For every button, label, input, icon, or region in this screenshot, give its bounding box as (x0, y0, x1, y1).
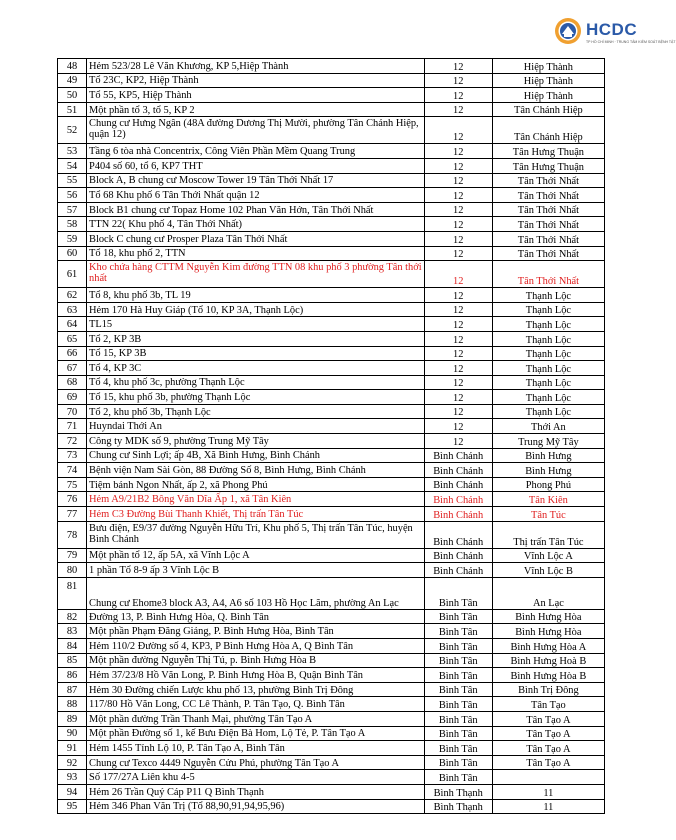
ward-cell: Bình Hưng (492, 448, 604, 463)
table-row (58, 784, 605, 799)
district-cell: 12 (424, 419, 492, 434)
table-row (58, 361, 605, 376)
address-cell: Tổ 55, KP5, Hiệp Thành (87, 88, 425, 103)
address-cell: Tổ 4, KP 3C (87, 361, 425, 376)
address-cell: P404 số 60, tổ 6, KP7 THT (87, 158, 425, 173)
row-number: 86 (58, 668, 87, 683)
row-number: 55 (58, 173, 87, 188)
table-row (58, 158, 605, 173)
table-row (58, 448, 605, 463)
table-row (58, 682, 605, 697)
district-cell: 12 (424, 59, 492, 74)
ward-cell: Tân Thới Nhất (492, 188, 604, 203)
address-cell: Bệnh viện Nam Sài Gòn, 88 Đường Số 8, Bình Hưng, Bình Chánh (87, 463, 425, 478)
logo-subtitle: TP HỒ CHÍ MINH · TRUNG TÂM KIỂM SOÁT BỆNH TẬT (586, 40, 676, 44)
row-number: 88 (58, 697, 87, 712)
row-number: 70 (58, 404, 87, 419)
row-number: 48 (58, 59, 87, 74)
ward-cell: Trung Mỹ Tây (492, 434, 604, 449)
row-number: 83 (58, 624, 87, 639)
district-cell: Bình Chánh (424, 448, 492, 463)
table-row (58, 88, 605, 103)
logo-text: HCDC (586, 20, 638, 39)
district-cell: 12 (424, 73, 492, 88)
row-number: 84 (58, 639, 87, 654)
row-number: 66 (58, 346, 87, 361)
ward-cell: Hiệp Thành (492, 88, 604, 103)
district-cell: 12 (424, 375, 492, 390)
ward-cell: Phong Phú (492, 477, 604, 492)
ward-cell: Thạnh Lộc (492, 390, 604, 405)
table-row (58, 390, 605, 405)
address-cell: Tiệm bánh Ngon Nhất, ấp 2, xã Phong Phú (87, 477, 425, 492)
district-cell: Bình Tân (424, 653, 492, 668)
row-number: 80 (58, 563, 87, 578)
table-row (58, 317, 605, 332)
district-cell: 12 (424, 158, 492, 173)
address-cell: Tổ 68 Khu phố 6 Tân Thới Nhất quận 12 (87, 188, 425, 203)
address-cell: 1 phần Tổ 8-9 ấp 3 Vĩnh Lộc B (87, 563, 425, 578)
ward-cell: Thạnh Lộc (492, 346, 604, 361)
district-cell: 12 (424, 361, 492, 376)
table-row (58, 668, 605, 683)
row-number: 93 (58, 770, 87, 785)
address-cell: Hẻm 170 Hà Huy Giáp (Tổ 10, KP 3A, Thạnh Lộc) (87, 302, 425, 317)
row-number: 52 (58, 117, 87, 144)
location-table-body (58, 59, 605, 814)
address-cell: Tổ 15, khu phố 3b, phường Thạnh Lộc (87, 390, 425, 405)
district-cell: Bình Thạnh (424, 784, 492, 799)
row-number: 72 (58, 434, 87, 449)
ward-cell: Vĩnh Lộc A (492, 548, 604, 563)
district-cell: 12 (424, 202, 492, 217)
row-number: 61 (58, 261, 87, 288)
row-number: 53 (58, 144, 87, 159)
ward-cell: An Lạc (492, 577, 604, 609)
ward-cell: Thạnh Lộc (492, 361, 604, 376)
table-row (58, 59, 605, 74)
table-row (58, 726, 605, 741)
address-cell: Chung cư Texco 4449 Nguyễn Cửu Phú, phường Tân Tạo A (87, 755, 425, 770)
ward-cell: Tân Tạo A (492, 711, 604, 726)
row-number: 60 (58, 246, 87, 261)
ward-cell: 11 (492, 799, 604, 814)
address-cell: Tổ 2, khu phố 3b, Thạnh Lộc (87, 404, 425, 419)
address-cell: Một phần Phạm Đăng Giảng, P. Bình Hưng Hòa, Bình Tân (87, 624, 425, 639)
location-table (57, 58, 605, 814)
row-number: 81 (58, 577, 87, 609)
ward-cell: Tân Tạo A (492, 726, 604, 741)
table-row (58, 653, 605, 668)
row-number: 90 (58, 726, 87, 741)
ward-cell: Tân Chánh Hiệp (492, 117, 604, 144)
address-cell: Hẻm 346 Phan Văn Trị (Tổ 88,90,91,94,95,96) (87, 799, 425, 814)
row-number: 75 (58, 477, 87, 492)
district-cell: Bình Tân (424, 770, 492, 785)
district-cell: 12 (424, 88, 492, 103)
table-row (58, 521, 605, 548)
table-row (58, 419, 605, 434)
address-cell: Tầng 6 tòa nhà Concentrix, Công Viên Phần Mềm Quang Trung (87, 144, 425, 159)
district-cell: 12 (424, 302, 492, 317)
row-number: 79 (58, 548, 87, 563)
table-row (58, 261, 605, 288)
district-cell: Bình Tân (424, 639, 492, 654)
address-cell: Tổ 2, KP 3B (87, 331, 425, 346)
ward-cell: Bình Hưng (492, 463, 604, 478)
address-cell: Hẻm 37/23/8 Hồ Văn Long, P. Bình Hưng Hòa B, Quận Bình Tân (87, 668, 425, 683)
ward-cell: Thạnh Lộc (492, 288, 604, 303)
district-cell: 12 (424, 188, 492, 203)
row-number: 87 (58, 682, 87, 697)
address-cell: Tổ 15, KP 3B (87, 346, 425, 361)
district-cell: Bình Chánh (424, 548, 492, 563)
table-row (58, 302, 605, 317)
address-cell: Chung cư Ehome3 block A3, A4, A6 số 103 Hồ Học Lãm, phường An Lạc (87, 577, 425, 609)
row-number: 62 (58, 288, 87, 303)
table-row (58, 102, 605, 117)
row-number: 57 (58, 202, 87, 217)
district-cell: Bình Tân (424, 741, 492, 756)
row-number: 49 (58, 73, 87, 88)
ward-cell: Tân Hưng Thuận (492, 158, 604, 173)
ward-cell: Tân Thới Nhất (492, 231, 604, 246)
table-row (58, 624, 605, 639)
ward-cell: Tân Túc (492, 507, 604, 522)
table-row (58, 577, 605, 609)
ward-cell: Bình Trị Đông (492, 682, 604, 697)
table-row (58, 507, 605, 522)
table-row (58, 492, 605, 507)
district-cell: Bình Chánh (424, 477, 492, 492)
row-number: 82 (58, 609, 87, 624)
district-cell: 12 (424, 144, 492, 159)
address-cell: Công ty MDK số 9, phường Trung Mỹ Tây (87, 434, 425, 449)
table-row (58, 188, 605, 203)
row-number: 54 (58, 158, 87, 173)
district-cell: Bình Tân (424, 682, 492, 697)
row-number: 89 (58, 711, 87, 726)
address-cell: Block B1 chung cư Topaz Home 102 Phan Văn Hớn, Tân Thới Nhất (87, 202, 425, 217)
ward-cell: Tân Kiên (492, 492, 604, 507)
ward-cell: Bình Hưng Hòa (492, 624, 604, 639)
row-number: 68 (58, 375, 87, 390)
district-cell: 12 (424, 346, 492, 361)
address-cell: Block A, B chung cư Moscow Tower 19 Tân Thới Nhất 17 (87, 173, 425, 188)
table-row (58, 202, 605, 217)
table-row (58, 173, 605, 188)
district-cell: 12 (424, 331, 492, 346)
row-number: 71 (58, 419, 87, 434)
row-number: 92 (58, 755, 87, 770)
ward-cell: Hiệp Thành (492, 59, 604, 74)
district-cell: Bình Tân (424, 577, 492, 609)
table-row (58, 288, 605, 303)
address-cell: Bưu điện, E9/37 đường Nguyễn Hữu Trí, Khu phố 5, Thị trấn Tân Túc, huyện Bình Chánh (87, 521, 425, 548)
row-number: 73 (58, 448, 87, 463)
table-row (58, 231, 605, 246)
ward-cell: Tân Tạo A (492, 741, 604, 756)
ward-cell (492, 770, 604, 785)
row-number: 85 (58, 653, 87, 668)
ward-cell: Thạnh Lộc (492, 331, 604, 346)
address-cell: Chung cư Hưng Ngân (48A đường Dương Thị Mười, phường Tân Chánh Hiệp, quận 12) (87, 117, 425, 144)
row-number: 67 (58, 361, 87, 376)
address-cell: Chung cư Sinh Lợi; ấp 4B, Xã Bình Hưng, Bình Chánh (87, 448, 425, 463)
district-cell: 12 (424, 217, 492, 232)
row-number: 51 (58, 102, 87, 117)
address-cell: Hẻm 1455 Tỉnh Lộ 10, P. Tân Tạo A, Bình Tân (87, 741, 425, 756)
table-row (58, 697, 605, 712)
address-cell: Tổ 23C, KP2, Hiệp Thành (87, 73, 425, 88)
row-number: 76 (58, 492, 87, 507)
row-number: 63 (58, 302, 87, 317)
table-row (58, 639, 605, 654)
address-cell: Một phần tổ 3, tổ 5, KP 2 (87, 102, 425, 117)
row-number: 59 (58, 231, 87, 246)
address-cell: Tổ 4, khu phố 3c, phường Thạnh Lộc (87, 375, 425, 390)
ward-cell: Thới An (492, 419, 604, 434)
district-cell: Bình Chánh (424, 492, 492, 507)
district-cell: Bình Chánh (424, 507, 492, 522)
table-row (58, 434, 605, 449)
hcdc-emblem-icon (554, 17, 582, 45)
district-cell: Bình Tân (424, 726, 492, 741)
table-row (58, 741, 605, 756)
row-number: 50 (58, 88, 87, 103)
ward-cell: Bình Hưng Hòa B (492, 668, 604, 683)
ward-cell: Bình Hưng Hoà B (492, 653, 604, 668)
address-cell: Hẻm A9/21B2 Bông Văn Dĩa Ấp 1, xã Tân Kiên (87, 492, 425, 507)
ward-cell: Tân Chánh Hiệp (492, 102, 604, 117)
ward-cell: Tân Thới Nhất (492, 202, 604, 217)
ward-cell: Hiệp Thành (492, 73, 604, 88)
ward-cell: Tân Hưng Thuận (492, 144, 604, 159)
row-number: 94 (58, 784, 87, 799)
ward-cell: Bình Hưng Hòa (492, 609, 604, 624)
ward-cell: Thạnh Lộc (492, 302, 604, 317)
row-number: 64 (58, 317, 87, 332)
district-cell: Bình Tân (424, 755, 492, 770)
row-number: 74 (58, 463, 87, 478)
district-cell: 12 (424, 102, 492, 117)
table-row (58, 563, 605, 578)
district-cell: Bình Thạnh (424, 799, 492, 814)
ward-cell: Tân Tạo (492, 697, 604, 712)
row-number: 56 (58, 188, 87, 203)
district-cell: 12 (424, 261, 492, 288)
district-cell: Bình Chánh (424, 563, 492, 578)
row-number: 91 (58, 741, 87, 756)
ward-cell: 11 (492, 784, 604, 799)
district-cell: Bình Chánh (424, 463, 492, 478)
table-row (58, 217, 605, 232)
table-row (58, 144, 605, 159)
district-cell: Bình Tân (424, 711, 492, 726)
address-cell: Tổ 8, khu phố 3b, TL 19 (87, 288, 425, 303)
table-row (58, 770, 605, 785)
row-number: 69 (58, 390, 87, 405)
address-cell: Một phần Đường số 1, kế Bưu Điện Bà Hom, Lộ Tẻ, P. Tân Tạo A (87, 726, 425, 741)
table-row (58, 548, 605, 563)
ward-cell: Thạnh Lộc (492, 375, 604, 390)
district-cell: 12 (424, 404, 492, 419)
district-cell: 12 (424, 231, 492, 246)
address-cell: Hẻm 30 Đường chiến Lược khu phố 13, phường Bình Trị Đông (87, 682, 425, 697)
ward-cell: Tân Thới Nhất (492, 246, 604, 261)
ward-cell: Vĩnh Lộc B (492, 563, 604, 578)
address-cell: Block C chung cư Prosper Plaza Tân Thới Nhất (87, 231, 425, 246)
district-cell: 12 (424, 390, 492, 405)
district-cell: 12 (424, 317, 492, 332)
district-cell: Bình Tân (424, 624, 492, 639)
ward-cell: Thị trấn Tân Túc (492, 521, 604, 548)
table-row (58, 375, 605, 390)
ward-cell: Tân Thới Nhất (492, 217, 604, 232)
ward-cell: Tân Thới Nhất (492, 173, 604, 188)
address-cell: Kho chứa hàng CTTM Nguyễn Kim đường TTN 08 khu phố 3 phường Tân thới nhất (87, 261, 425, 288)
row-number: 58 (58, 217, 87, 232)
hcdc-logo (552, 14, 676, 54)
row-number: 77 (58, 507, 87, 522)
ward-cell: Thạnh Lộc (492, 317, 604, 332)
table-row (58, 799, 605, 814)
district-cell: 12 (424, 173, 492, 188)
table-row (58, 404, 605, 419)
ward-cell: Tân Tạo A (492, 755, 604, 770)
address-cell: Hẻm 110/2 Đường số 4, KP3, P Bình Hưng Hòa A, Q Bình Tân (87, 639, 425, 654)
address-cell: Huyndai Thới An (87, 419, 425, 434)
row-number: 65 (58, 331, 87, 346)
table-row (58, 346, 605, 361)
ward-cell: Tân Thới Nhất (492, 261, 604, 288)
address-cell: 117/80 Hồ Văn Long, CC Lê Thành, P. Tân Tạo, Q. Bình Tân (87, 697, 425, 712)
row-number: 78 (58, 521, 87, 548)
address-cell: TL15 (87, 317, 425, 332)
table-row (58, 755, 605, 770)
district-cell: Bình Chánh (424, 521, 492, 548)
table-row (58, 477, 605, 492)
district-cell: Bình Tân (424, 668, 492, 683)
district-cell: 12 (424, 288, 492, 303)
address-cell: Hẻm 523/28 Lê Văn Khương, KP 5,Hiệp Thành (87, 59, 425, 74)
district-cell: 12 (424, 246, 492, 261)
table-row (58, 331, 605, 346)
district-cell: 12 (424, 117, 492, 144)
address-cell: Một phần đường Trần Thanh Mại, phường Tân Tạo A (87, 711, 425, 726)
table-row (58, 711, 605, 726)
table-row (58, 117, 605, 144)
table-row (58, 73, 605, 88)
address-cell: Hẻm C3 Đường Bùi Thanh Khiết, Thị trấn Tân Túc (87, 507, 425, 522)
table-row (58, 246, 605, 261)
ward-cell: Thạnh Lộc (492, 404, 604, 419)
address-cell: TTN 22( Khu phố 4, Tân Thới Nhất) (87, 217, 425, 232)
table-row (58, 463, 605, 478)
address-cell: Một phần đường Nguyễn Thị Tú, p. Bình Hưng Hòa B (87, 653, 425, 668)
district-cell: Bình Tân (424, 697, 492, 712)
ward-cell: Bình Hưng Hòa A (492, 639, 604, 654)
district-cell: Bình Tân (424, 609, 492, 624)
address-cell: Số 177/27A Liên khu 4-5 (87, 770, 425, 785)
address-cell: Tổ 18, khu phố 2, TTN (87, 246, 425, 261)
address-cell: Một phần tổ 12, ấp 5A, xã Vĩnh Lộc A (87, 548, 425, 563)
district-cell: 12 (424, 434, 492, 449)
address-cell: Đường 13, P. Bình Hưng Hòa, Q. Bình Tân (87, 609, 425, 624)
row-number: 95 (58, 799, 87, 814)
table-row (58, 609, 605, 624)
address-cell: Hẻm 26 Trần Quý Cáp P11 Q Bình Thạnh (87, 784, 425, 799)
